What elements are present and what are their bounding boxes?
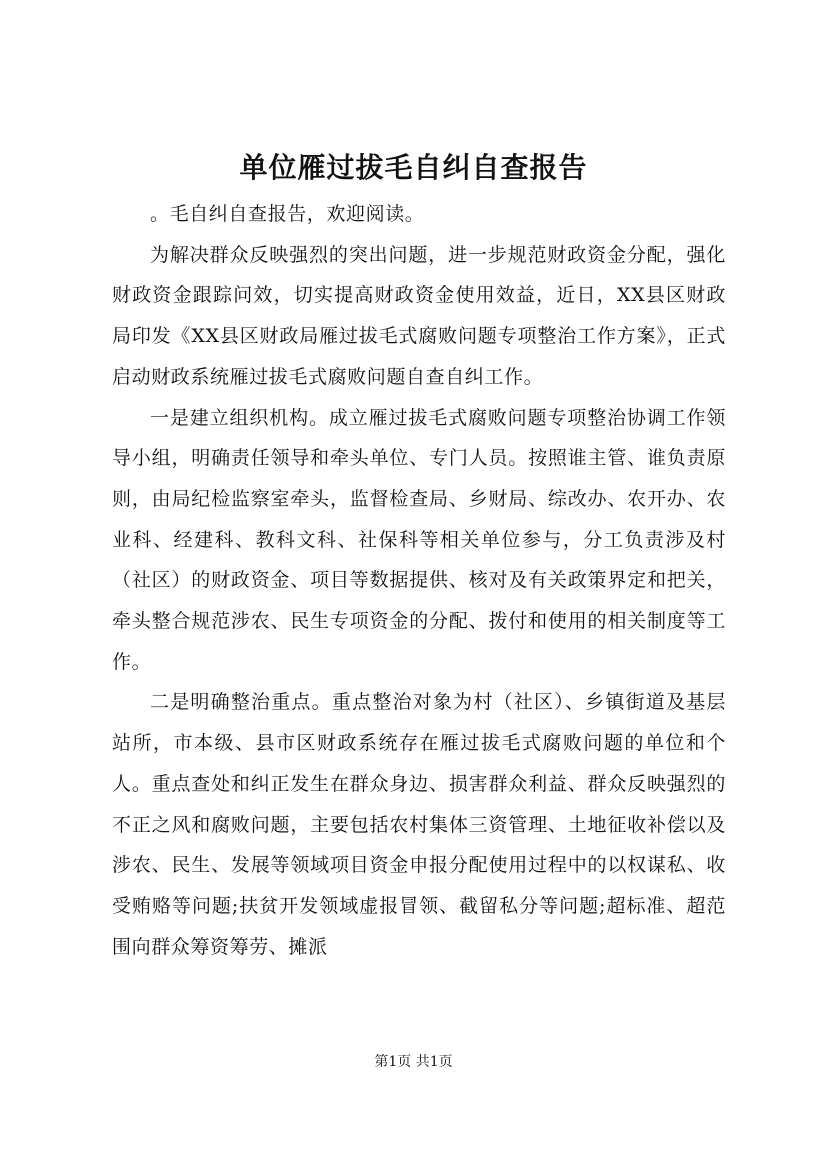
paragraph-focus: 二是明确整治重点。重点整治对象为村（社区）、乡镇街道及基层站所，市本级、县市区财政系统存在雁过拔毛式腐败问题的单位和个人。重点查处和纠正发生在群众身边、损害群众利益、群众反映强烈的不正之风和腐败问题，主要包括农村集体三资管理、土地征收补偿以及涉农、民生、发展等领域项目资金申报分配使用过程中的以权谋私、收受贿赂等问题;扶贫开发领域虚报冒领、截留私分等问题;超标准、超范围向群众筹资筹劳、摊派: [112, 691, 726, 958]
document-title: 单位雁过拔毛自纠自查报告: [239, 151, 588, 184]
page-footer: 第1页 共1页: [374, 1054, 453, 1070]
document-body: [112, 194, 726, 967]
paragraph-intro: 。毛自纠自查报告，欢迎阅读。: [150, 203, 425, 225]
paragraph-organization: 一是建立组织机构。成立雁过拔毛式腐败问题专项整治协调工作领导小组，明确责任领导和牵头单位、专门人员。按照谁主管、谁负责原则，由局纪检监察室牵头，监督检查局、乡财局、综改办、农开办、农业科、经建科、教科文科、社保科等相关单位参与，分工负责涉及村（社区）的财政资金、项目等数据提供、核对及有关政策界定和把关，牵头整合规范涉农、民生专项资金的分配、拨付和使用的相关制度等工作。: [112, 406, 726, 673]
paragraph-background: 为解决群众反映强烈的突出问题，进一步规范财政资金分配，强化财政资金跟踪问效，切实提高财政资金使用效益，近日，XX县区财政局印发《XX县区财政局雁过拔毛式腐败问题专项整治工作方案》，正式启动财政系统雁过拔毛式腐败问题自查自纠工作。: [112, 243, 726, 388]
